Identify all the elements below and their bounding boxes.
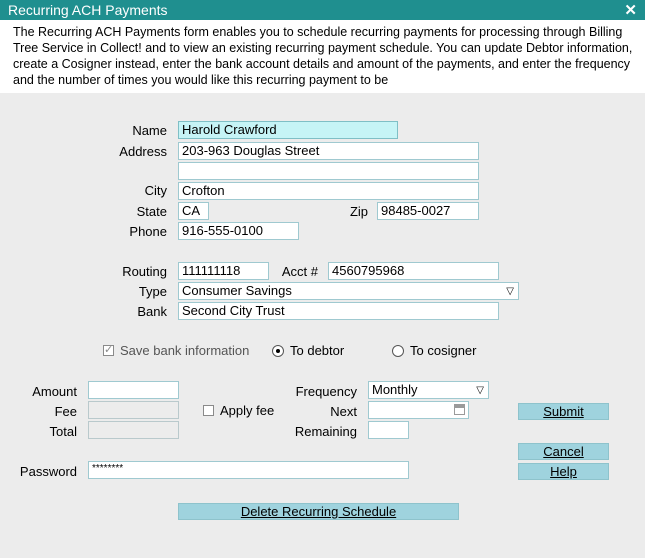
close-icon[interactable]: ✕ (624, 2, 637, 19)
to-debtor-radio[interactable] (272, 345, 284, 357)
to-cosigner-label: To cosigner (410, 343, 477, 358)
type-value: Consumer Savings (182, 283, 292, 298)
apply-fee-label: Apply fee (220, 403, 275, 418)
chevron-down-icon[interactable]: ▽ (506, 286, 514, 297)
address-label: Address (119, 144, 167, 159)
calendar-icon[interactable] (454, 404, 465, 415)
window-title: Recurring ACH Payments (8, 2, 168, 18)
type-label: Type (138, 284, 167, 299)
total-field[interactable] (88, 421, 179, 439)
city-label: City (144, 183, 167, 198)
total-label: Total (49, 424, 77, 439)
amount-label: Amount (32, 384, 77, 399)
amount-field[interactable] (88, 381, 179, 399)
delete-schedule-button[interactable]: Delete Recurring Schedule (178, 503, 459, 520)
name-field[interactable]: Harold Crawford (178, 121, 398, 139)
acct-field[interactable]: 4560795968 (328, 262, 499, 280)
acct-label: Acct # (281, 264, 318, 279)
description-text: The Recurring ACH Payments form enables you to schedule recurring payments for processing through Billing Tree Service in Collect! and to view an existing recurring payment schedule. You can update Debtor information, create a Cosigner instead, enter the bank account details and amount of the payments, and enter the frequency and the number of times you would like this recurring payment to be (13, 25, 633, 87)
bank-label: Bank (137, 304, 167, 319)
address-line2-field[interactable] (178, 162, 479, 180)
bank-field[interactable]: Second City Trust (178, 302, 499, 320)
zip-label: Zip (349, 204, 368, 219)
city-field[interactable]: Crofton (178, 182, 479, 200)
state-field[interactable]: CA (178, 202, 209, 220)
password-label: Password (19, 464, 77, 479)
frequency-select[interactable] (368, 381, 489, 399)
save-bank-label: Save bank information (120, 343, 250, 358)
title-bar (0, 0, 645, 20)
type-select[interactable] (178, 282, 519, 300)
fee-field[interactable] (88, 401, 179, 419)
submit-button[interactable]: Submit (518, 403, 609, 420)
apply-fee-checkbox[interactable] (203, 405, 214, 416)
help-button[interactable]: Help (518, 463, 609, 480)
save-bank-checkbox[interactable] (103, 345, 114, 356)
next-date-field[interactable] (368, 401, 469, 419)
cancel-button[interactable]: Cancel (518, 443, 609, 460)
name-label: Name (132, 123, 167, 138)
to-debtor-label: To debtor (290, 343, 345, 358)
frequency-label: Frequency (295, 384, 357, 399)
frequency-value: Monthly (372, 382, 418, 397)
remaining-field[interactable] (368, 421, 409, 439)
fee-label: Fee (54, 404, 77, 419)
to-cosigner-radio[interactable] (392, 345, 404, 357)
routing-label: Routing (122, 264, 167, 279)
state-label: State (136, 204, 167, 219)
description-panel (0, 20, 645, 93)
phone-field[interactable]: 916-555-0100 (178, 222, 299, 240)
address-line1-field[interactable]: 203-963 Douglas Street (178, 142, 479, 160)
password-field[interactable]: ******** (88, 461, 409, 479)
routing-field[interactable]: 111111118 (178, 262, 269, 280)
zip-field[interactable]: 98485-0027 (377, 202, 479, 220)
next-label: Next (330, 404, 357, 419)
remaining-label: Remaining (294, 424, 357, 439)
phone-label: Phone (129, 224, 167, 239)
chevron-down-icon[interactable]: ▽ (476, 385, 484, 396)
